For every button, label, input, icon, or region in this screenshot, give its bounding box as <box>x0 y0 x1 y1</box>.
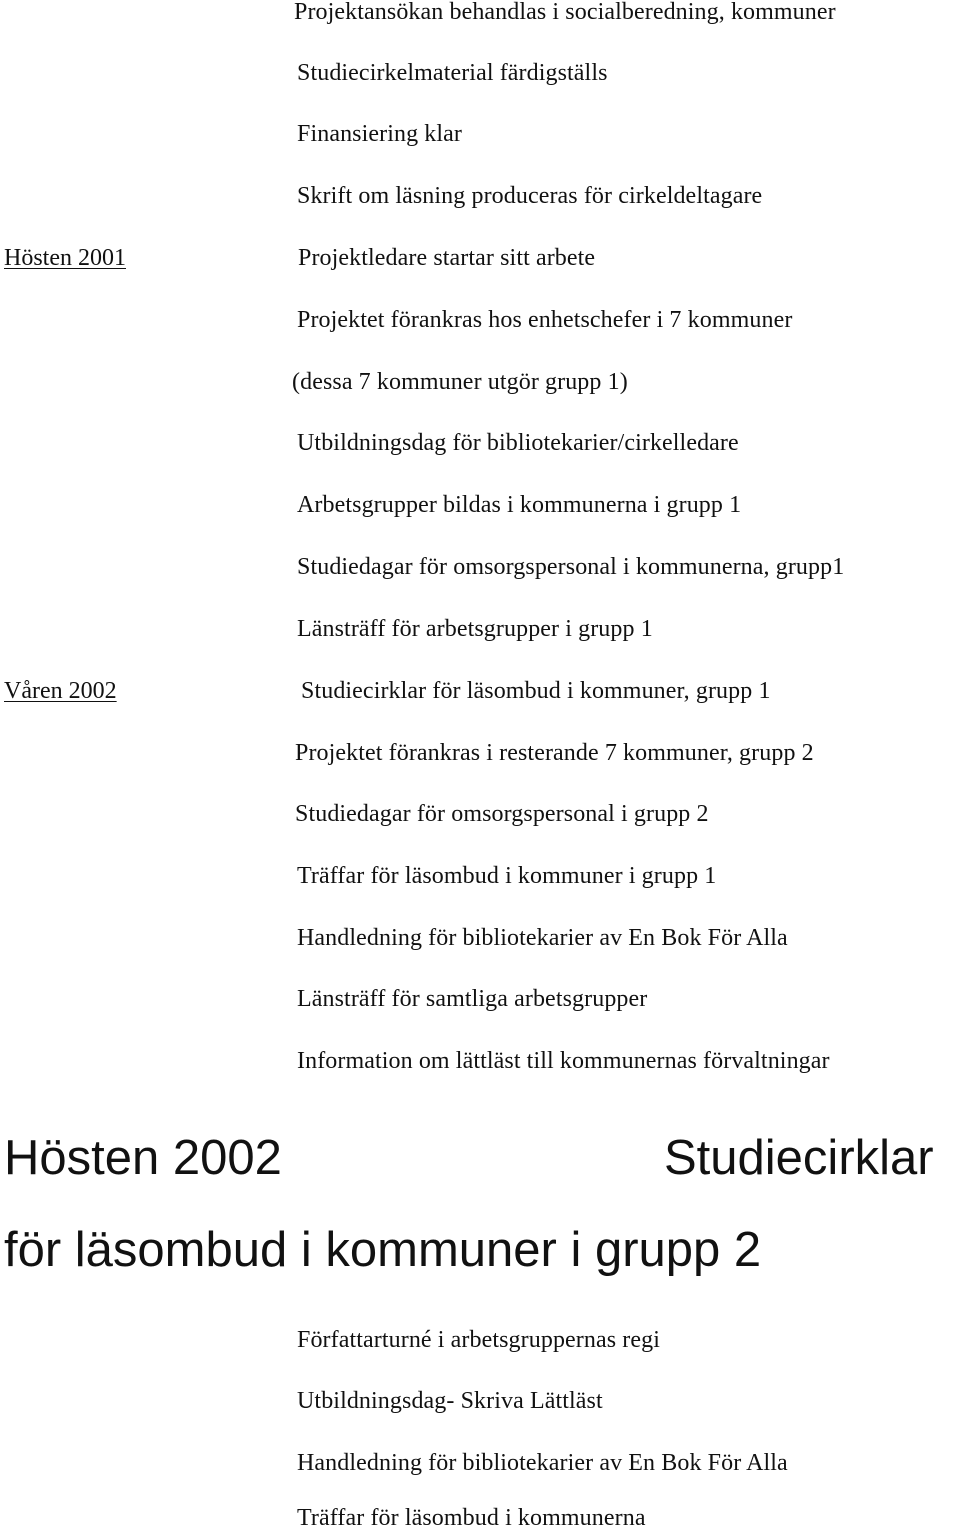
timeline-item: Länsträff för arbetsgrupper i grupp 1 <box>297 616 653 642</box>
timeline-item: Handledning för bibliotekarier av En Bok För Alla <box>297 925 788 951</box>
timeline-item: Länsträff för samtliga arbetsgrupper <box>297 986 648 1012</box>
period-label-hosten-2001: Hösten 2001 <box>4 245 126 271</box>
timeline-item: Studiecirklar för läsombud i kommuner, grupp 1 <box>301 678 771 704</box>
timeline-item: Finansiering klar <box>297 121 463 147</box>
timeline-item: Projektet förankras hos enhetschefer i 7 kommuner <box>297 307 793 333</box>
timeline-item: Handledning för bibliotekarier av En Bok För Alla <box>297 1450 788 1476</box>
timeline-item: Studiecirkelmaterial färdigställs <box>297 60 608 86</box>
heading-studiecirklar: Studiecirklar <box>664 1131 934 1185</box>
timeline-item: Träffar för läsombud i kommuner i grupp 1 <box>297 863 717 889</box>
timeline-item: Författarturné i arbetsgruppernas regi <box>297 1327 660 1353</box>
timeline-item: Arbetsgrupper bildas i kommunerna i grupp 1 <box>297 492 742 518</box>
timeline-item: Information om lättläst till kommunernas förvaltningar <box>297 1048 830 1074</box>
timeline-item: Projektansökan behandlas i socialberedning, kommuner <box>294 0 836 25</box>
timeline-item: Studiedagar för omsorgspersonal i kommunerna, grupp1 <box>297 554 845 580</box>
period-label-varen-2002: Våren 2002 <box>4 678 117 704</box>
timeline-item: Studiedagar för omsorgspersonal i grupp 2 <box>295 801 709 827</box>
timeline-item: Utbildningsdag- Skriva Lättläst <box>297 1388 603 1414</box>
timeline-item: Utbildningsdag för bibliotekarier/cirkelledare <box>297 430 739 456</box>
timeline-item: Projektet förankras i resterande 7 kommuner, grupp 2 <box>295 740 814 766</box>
timeline-item: Träffar för läsombud i kommunerna <box>297 1505 646 1531</box>
timeline-item: (dessa 7 kommuner utgör grupp 1) <box>292 369 628 395</box>
timeline-item: Skrift om läsning produceras för cirkeldeltagare <box>297 183 763 209</box>
heading-lasombud: för läsombud i kommuner i grupp 2 <box>4 1223 762 1277</box>
period-label-hosten-2002: Hösten 2002 <box>4 1131 282 1185</box>
timeline-item: Projektledare startar sitt arbete <box>298 245 596 271</box>
